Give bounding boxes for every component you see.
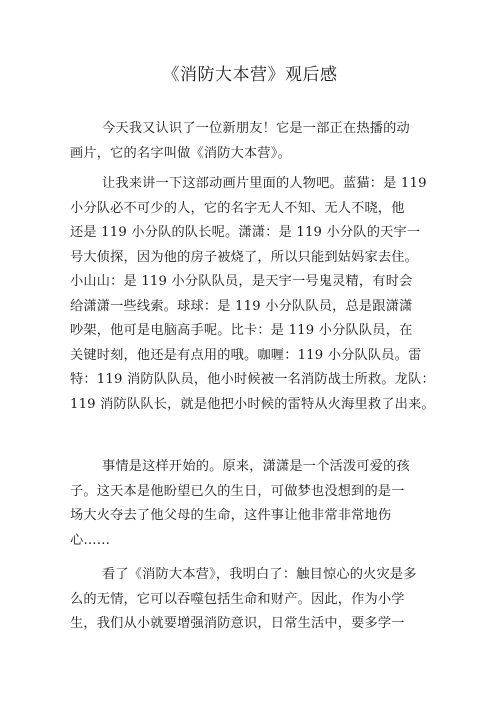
paragraph-line: 事情是这样开始的。原来，潇潇是一个活泼可爱的孩 [102,459,410,474]
paragraph-line: 号大侦探，因为他的房子被烧了，所以只能到姑妈家去住。 [70,249,419,265]
paragraph-2 [70,172,435,417]
paragraph-line: 让我来讲一下这部动画片里面的人物吧。蓝猫：是 119 [102,176,427,191]
paragraph-4 [70,563,432,637]
paragraph-line: 画片，它的名字叫做《消防大本营》。 [70,145,291,161]
paragraph-line: 子。这天本是他盼望已久的生日，可做梦也没想到的是一 [70,483,405,499]
paragraph-line: 么的无情，它可以吞噬包括生命和财产。因此，作为小学 [70,591,405,607]
paragraph-line: 119 消防队队长，就是他把小时候的雷特从火海里救了出来。 [70,396,435,412]
paragraph-line: 关键时刻，他还是有点用的哦。咖喱：119 小分队队员。雷 [70,347,422,363]
paragraph-line: 今天我又认识了一位新朋友！它是一部正在热播的动 [102,121,410,136]
paragraph-line: 小分队必不可少的人，它的名字无人不知、无人不晓，他 [70,200,405,216]
paragraph-line: 心…… [70,532,111,548]
document-title: 《消防大本营》观后感 [162,65,338,85]
paragraph-3 [70,455,432,553]
paragraph-line: 小山山：是 119 小分队队员，是天宇一号鬼灵精，有时会 [70,274,413,289]
paragraph-line: 特：119 消防队队员，他小时候被一名消防战士所救。龙队： [70,372,435,387]
paragraph-1 [70,117,432,166]
paragraph-line: 看了《消防大本营》，我明白了：触目惊心的火灾是多 [102,567,417,582]
paragraph-line: 吵架，他可是电脑高手呢。比卡：是 119 小分队队员，在 [70,323,413,338]
paragraph-line: 还是 119 小分队的队长呢。潇潇：是 119 小分队的天宇一 [70,225,421,240]
paragraph-line: 给潇潇一些线索。球球：是 119 小分队队员，总是跟潇潇 [70,298,413,314]
paragraph-line: 生，我们从小就要增强消防意识，日常生活中，要多学一 [70,616,405,631]
paragraph-line: 场大火夺去了他父母的生命，这件事让他非常非常地伤 [70,508,392,523]
